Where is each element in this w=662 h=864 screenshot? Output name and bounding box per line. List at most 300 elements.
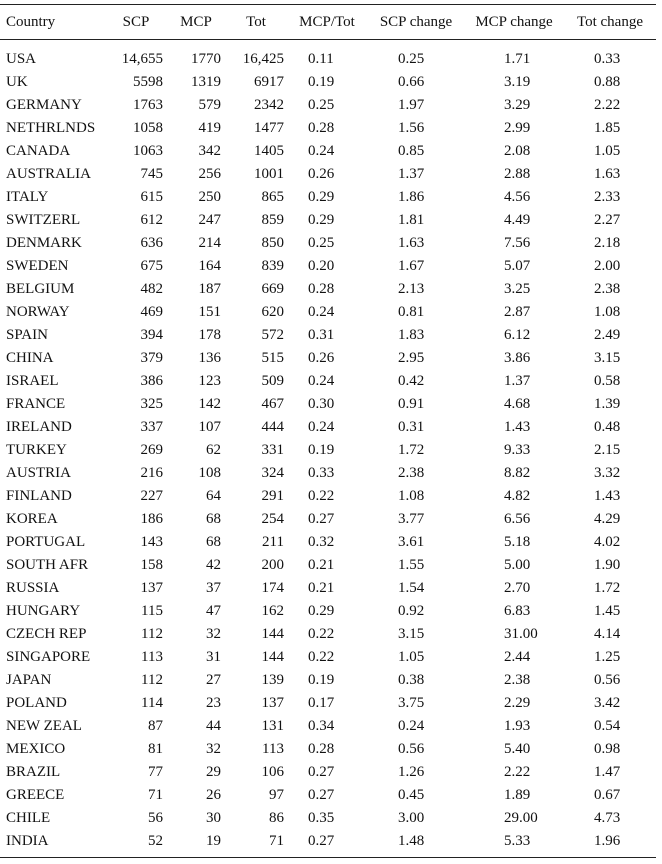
cell-mcp-tot: 0.26 (308, 166, 335, 182)
cell-tot: 137 (261, 695, 284, 711)
table-row (0, 669, 656, 692)
cell-scp: 269 (140, 442, 163, 458)
cell-country: PORTUGAL (6, 534, 86, 550)
cell-tot-change: 2.22 (594, 97, 621, 113)
cell-scp-change: 3.61 (398, 534, 425, 550)
cell-scp: 52 (106, 830, 166, 858)
cell-mcp-tot: 0.31 (308, 327, 335, 343)
cell-mcp-tot: 0.30 (308, 396, 335, 412)
cell-tot-change: 1.39 (594, 396, 621, 412)
table-row (0, 140, 656, 163)
cell-mcp-tot: 0.28 (308, 120, 335, 136)
cell-scp-change: 1.67 (398, 258, 425, 274)
cell-mcp: 44 (206, 718, 221, 734)
cell-scp-change: 0.25 (398, 51, 425, 67)
cell-tot-change: 2.18 (594, 235, 621, 251)
cell-tot-change: 1.05 (594, 143, 621, 159)
cell-scp-change: 1.26 (398, 764, 425, 780)
cell-scp: 112 (141, 672, 163, 688)
cell-mcp: 419 (198, 120, 221, 136)
cell-mcp: 32 (206, 741, 221, 757)
cell-mcp-change: 2.08 (504, 143, 531, 159)
cell-mcp-change: 4.56 (504, 189, 531, 205)
cell-mcp: 178 (198, 327, 221, 343)
table-row (0, 692, 656, 715)
header-mcp-change: MCP change (464, 5, 564, 40)
table-row (0, 554, 656, 577)
cell-mcp-change: 2.99 (504, 120, 531, 136)
cell-mcp-tot: 0.20 (308, 258, 335, 274)
table-row (0, 232, 656, 255)
cell-scp: 615 (140, 189, 163, 205)
cell-scp: 143 (140, 534, 163, 550)
cell-mcp-tot: 0.29 (308, 603, 335, 619)
cell-tot-change: 0.58 (594, 373, 621, 389)
cell-scp: 186 (140, 511, 163, 527)
cell-tot: 291 (261, 488, 284, 504)
cell-mcp-change: 2.70 (504, 580, 531, 596)
cell-mcp-change: 1.89 (504, 787, 531, 803)
cell-scp-change: 1.56 (398, 120, 425, 136)
cell-tot-change: 4.29 (594, 511, 621, 527)
cell-mcp-change: 3.25 (504, 281, 531, 297)
country-data-table (0, 4, 656, 858)
table-row (0, 439, 656, 462)
cell-mcp-change: 3.19 (504, 74, 531, 90)
cell-tot: 859 (261, 212, 284, 228)
cell-tot-change: 2.00 (594, 258, 621, 274)
table-row (0, 623, 656, 646)
cell-tot-change: 1.08 (594, 304, 621, 320)
table-row (0, 370, 656, 393)
cell-scp: 113 (141, 649, 163, 665)
cell-mcp: 32 (206, 626, 221, 642)
cell-country: CANADA (6, 143, 71, 159)
cell-mcp: 68 (206, 534, 221, 550)
cell-scp-change: 3.15 (398, 626, 425, 642)
cell-country: CHILE (6, 810, 51, 826)
cell-mcp: 30 (206, 810, 221, 826)
table-row (0, 40, 656, 72)
cell-mcp: 151 (198, 304, 221, 320)
cell-mcp-tot: 0.27 (308, 511, 335, 527)
cell-scp-change: 1.08 (398, 488, 425, 504)
cell-mcp: 187 (198, 281, 221, 297)
table-row (0, 416, 656, 439)
cell-mcp-change: 3.29 (504, 97, 531, 113)
cell-scp: 114 (141, 695, 163, 711)
cell-tot: 669 (261, 281, 284, 297)
cell-mcp-change: 3.86 (504, 350, 531, 366)
table-row (0, 600, 656, 623)
cell-scp: 482 (140, 281, 163, 297)
cell-mcp-change: 8.82 (504, 465, 531, 481)
cell-country: KOREA (6, 511, 58, 527)
cell-scp: 386 (140, 373, 163, 389)
cell-mcp: 256 (198, 166, 221, 182)
cell-mcp: 107 (198, 419, 221, 435)
cell-tot: 865 (261, 189, 284, 205)
cell-scp: 675 (140, 258, 163, 274)
table-row (0, 209, 656, 232)
header-row (0, 5, 656, 40)
cell-scp: 71 (148, 787, 163, 803)
cell-tot-change: 0.48 (594, 419, 621, 435)
cell-country: IRELAND (6, 419, 72, 435)
cell-tot: 2342 (254, 97, 284, 113)
cell-tot: 6917 (254, 74, 284, 90)
cell-scp: 216 (140, 465, 163, 481)
cell-tot-change: 1.45 (594, 603, 621, 619)
cell-mcp: 1770 (191, 51, 221, 67)
cell-mcp-tot: 0.21 (308, 580, 335, 596)
cell-scp: 158 (140, 557, 163, 573)
cell-tot: 97 (269, 787, 284, 803)
cell-mcp-tot: 0.11 (308, 51, 334, 67)
cell-country: NORWAY (6, 304, 70, 320)
cell-mcp-change: 5.00 (504, 557, 531, 573)
cell-scp-change: 2.38 (398, 465, 425, 481)
cell-scp: 77 (148, 764, 163, 780)
cell-mcp-change: 4.82 (504, 488, 531, 504)
cell-mcp-tot: 0.25 (308, 235, 335, 251)
cell-scp: 379 (140, 350, 163, 366)
cell-mcp-tot: 0.28 (308, 281, 335, 297)
cell-tot-change: 4.02 (594, 534, 621, 550)
cell-mcp-change: 1.37 (504, 373, 531, 389)
cell-mcp: 29 (206, 764, 221, 780)
cell-tot-change: 4.14 (594, 626, 621, 642)
cell-country: MEXICO (6, 741, 66, 757)
cell-mcp: 142 (198, 396, 221, 412)
table-row (0, 324, 656, 347)
cell-mcp: 19 (166, 830, 226, 858)
cell-scp: 56 (148, 810, 163, 826)
cell-mcp-change: 1.43 (504, 419, 531, 435)
cell-mcp: 27 (206, 672, 221, 688)
cell-country: ITALY (6, 189, 49, 205)
cell-scp: 612 (140, 212, 163, 228)
cell-country: SOUTH AFR (6, 557, 89, 573)
cell-tot-change: 0.54 (594, 718, 621, 734)
cell-mcp-change: 5.18 (504, 534, 531, 550)
cell-mcp-tot: 0.19 (308, 442, 335, 458)
cell-country: SPAIN (6, 327, 48, 343)
cell-scp-change: 1.72 (398, 442, 425, 458)
table-row (0, 163, 656, 186)
cell-tot-change: 1.85 (594, 120, 621, 136)
cell-scp: 1058 (133, 120, 163, 136)
cell-mcp: 26 (206, 787, 221, 803)
cell-tot: 144 (261, 649, 284, 665)
cell-tot: 1405 (254, 143, 284, 159)
cell-scp: 87 (148, 718, 163, 734)
cell-mcp-change: 5.33 (464, 830, 564, 858)
cell-mcp-change: 2.38 (504, 672, 531, 688)
table-row (0, 255, 656, 278)
cell-country: GERMANY (6, 97, 82, 113)
cell-mcp-change: 6.83 (504, 603, 531, 619)
cell-tot: 162 (261, 603, 284, 619)
cell-mcp: 23 (206, 695, 221, 711)
cell-scp-change: 0.42 (398, 373, 425, 389)
cell-mcp-tot: 0.17 (308, 695, 335, 711)
cell-tot-change: 2.38 (594, 281, 621, 297)
cell-scp-change: 3.77 (398, 511, 425, 527)
cell-scp-change: 0.91 (398, 396, 425, 412)
cell-mcp: 214 (198, 235, 221, 251)
cell-tot: 144 (261, 626, 284, 642)
cell-mcp-change: 2.22 (504, 764, 531, 780)
cell-mcp: 164 (198, 258, 221, 274)
cell-tot: 174 (261, 580, 284, 596)
cell-tot: 211 (262, 534, 284, 550)
cell-scp-change: 1.54 (398, 580, 425, 596)
cell-mcp-tot: 0.24 (308, 304, 335, 320)
cell-mcp: 47 (206, 603, 221, 619)
header-mcp: MCP (166, 5, 226, 40)
cell-tot-change: 0.33 (594, 51, 621, 67)
cell-tot-change: 1.96 (564, 830, 656, 858)
cell-country: TURKEY (6, 442, 67, 458)
cell-mcp-change: 2.29 (504, 695, 531, 711)
cell-mcp-tot: 0.27 (308, 787, 335, 803)
header-tot-change: Tot change (564, 5, 656, 40)
cell-country: SWITZERL (6, 212, 81, 228)
cell-tot-change: 0.98 (594, 741, 621, 757)
cell-mcp-tot: 0.19 (308, 74, 335, 90)
cell-country: UK (6, 74, 28, 90)
cell-country: JAPAN (6, 672, 52, 688)
cell-mcp: 250 (198, 189, 221, 205)
cell-tot-change: 1.63 (594, 166, 621, 182)
cell-mcp-change: 5.40 (504, 741, 531, 757)
cell-scp-change: 1.05 (398, 649, 425, 665)
cell-mcp: 136 (198, 350, 221, 366)
cell-tot: 131 (261, 718, 284, 734)
table-row (0, 807, 656, 830)
cell-mcp: 64 (206, 488, 221, 504)
cell-mcp: 62 (206, 442, 221, 458)
cell-mcp-tot: 0.32 (308, 534, 335, 550)
cell-scp-change: 0.85 (398, 143, 425, 159)
cell-mcp-change: 1.71 (504, 51, 531, 67)
cell-mcp-change: 29.00 (504, 810, 538, 826)
cell-country: BELGIUM (6, 281, 75, 297)
cell-tot-change: 0.88 (594, 74, 621, 90)
cell-tot: 324 (261, 465, 284, 481)
cell-tot-change: 1.90 (594, 557, 621, 573)
cell-mcp-tot: 0.21 (308, 557, 335, 573)
cell-tot: 467 (261, 396, 284, 412)
header-country: Country (0, 5, 106, 40)
cell-mcp-change: 5.07 (504, 258, 531, 274)
cell-country: AUSTRIA (6, 465, 72, 481)
table-row (0, 462, 656, 485)
table-row (0, 738, 656, 761)
cell-mcp-tot: 0.34 (308, 718, 335, 734)
table-row (0, 830, 656, 858)
table-row (0, 508, 656, 531)
cell-country: HUNGARY (6, 603, 81, 619)
cell-scp-change: 0.81 (398, 304, 425, 320)
cell-scp: 1763 (133, 97, 163, 113)
cell-scp-change: 1.86 (398, 189, 425, 205)
cell-mcp-tot: 0.24 (308, 373, 335, 389)
table-row (0, 301, 656, 324)
cell-mcp-tot: 0.28 (308, 741, 335, 757)
cell-scp-change: 1.37 (398, 166, 425, 182)
cell-tot: 254 (261, 511, 284, 527)
cell-tot: 850 (261, 235, 284, 251)
table-row (0, 186, 656, 209)
table-row (0, 94, 656, 117)
cell-scp-change: 1.55 (398, 557, 425, 573)
cell-scp: 636 (140, 235, 163, 251)
cell-mcp-change: 9.33 (504, 442, 531, 458)
cell-mcp-tot: 0.22 (308, 488, 335, 504)
cell-scp-change: 1.97 (398, 97, 425, 113)
cell-tot: 839 (261, 258, 284, 274)
table-row (0, 761, 656, 784)
table-row (0, 646, 656, 669)
cell-country: NEW ZEAL (6, 718, 82, 734)
cell-scp: 745 (140, 166, 163, 182)
cell-mcp-tot: 0.22 (308, 626, 335, 642)
cell-mcp: 108 (198, 465, 221, 481)
cell-mcp-change: 7.56 (504, 235, 531, 251)
cell-country: SWEDEN (6, 258, 69, 274)
header-scp-change: SCP change (368, 5, 464, 40)
cell-tot-change: 2.27 (594, 212, 621, 228)
cell-mcp-tot: 0.29 (308, 189, 335, 205)
table-row (0, 485, 656, 508)
cell-scp-change: 0.92 (398, 603, 425, 619)
cell-mcp: 31 (206, 649, 221, 665)
cell-country: POLAND (6, 695, 67, 711)
cell-tot-change: 0.67 (594, 787, 621, 803)
cell-mcp-tot: 0.27 (308, 764, 335, 780)
cell-mcp-tot: 0.27 (286, 830, 368, 858)
cell-mcp: 123 (198, 373, 221, 389)
cell-tot-change: 2.15 (594, 442, 621, 458)
cell-tot: 139 (261, 672, 284, 688)
cell-scp-change: 3.75 (398, 695, 425, 711)
cell-mcp-change: 2.44 (504, 649, 531, 665)
cell-country: NETHRLNDS (6, 120, 96, 136)
cell-scp-change: 2.13 (398, 281, 425, 297)
cell-scp: 115 (141, 603, 163, 619)
header-tot: Tot (226, 5, 286, 40)
cell-mcp: 1319 (191, 74, 221, 90)
cell-scp: 227 (140, 488, 163, 504)
cell-tot: 1477 (254, 120, 284, 136)
cell-mcp: 579 (198, 97, 221, 113)
table-row (0, 117, 656, 140)
cell-scp: 469 (140, 304, 163, 320)
cell-mcp-tot: 0.24 (308, 419, 335, 435)
cell-country: BRAZIL (6, 764, 61, 780)
cell-mcp-change: 1.93 (504, 718, 531, 734)
cell-tot: 331 (261, 442, 284, 458)
cell-scp: 325 (140, 396, 163, 412)
table-row (0, 577, 656, 600)
header-scp: SCP (106, 5, 166, 40)
cell-tot: 620 (261, 304, 284, 320)
cell-tot: 106 (261, 764, 284, 780)
cell-country: AUSTRALIA (6, 166, 91, 182)
cell-scp: 137 (140, 580, 163, 596)
table-row (0, 715, 656, 738)
cell-country: FRANCE (6, 396, 66, 412)
cell-tot: 444 (261, 419, 284, 435)
cell-mcp: 68 (206, 511, 221, 527)
cell-tot: 515 (261, 350, 284, 366)
cell-scp: 14,655 (121, 51, 163, 67)
cell-country: RUSSIA (6, 580, 60, 596)
cell-tot-change: 1.25 (594, 649, 621, 665)
cell-mcp-tot: 0.19 (308, 672, 335, 688)
cell-scp-change: 3.00 (398, 810, 425, 826)
cell-mcp-change: 6.56 (504, 511, 531, 527)
cell-scp: 112 (141, 626, 163, 642)
cell-scp-change: 0.66 (398, 74, 425, 90)
cell-tot-change: 1.72 (594, 580, 621, 596)
cell-scp-change: 1.63 (398, 235, 425, 251)
cell-country: SINGAPORE (6, 649, 91, 665)
cell-mcp-tot: 0.29 (308, 212, 335, 228)
table-row (0, 347, 656, 370)
cell-mcp-tot: 0.26 (308, 350, 335, 366)
cell-tot-change: 3.32 (594, 465, 621, 481)
table-body (0, 40, 656, 858)
cell-country: FINLAND (6, 488, 72, 504)
cell-tot: 16,425 (242, 51, 284, 67)
cell-mcp-change: 2.88 (504, 166, 531, 182)
cell-mcp: 342 (198, 143, 221, 159)
cell-scp: 394 (140, 327, 163, 343)
cell-scp-change: 0.56 (398, 741, 425, 757)
cell-tot: 509 (261, 373, 284, 389)
cell-tot-change: 0.56 (594, 672, 621, 688)
cell-country: DENMARK (6, 235, 82, 251)
cell-scp-change: 1.81 (398, 212, 425, 228)
table-row (0, 393, 656, 416)
cell-scp-change: 0.31 (398, 419, 425, 435)
table-row (0, 278, 656, 301)
cell-scp: 81 (148, 741, 163, 757)
cell-mcp-tot: 0.25 (308, 97, 335, 113)
cell-mcp-change: 2.87 (504, 304, 531, 320)
cell-scp-change: 0.38 (398, 672, 425, 688)
cell-tot-change: 1.47 (594, 764, 621, 780)
cell-mcp: 37 (206, 580, 221, 596)
cell-scp-change: 0.24 (398, 718, 425, 734)
table-row (0, 71, 656, 94)
cell-country: INDIA (0, 830, 106, 858)
cell-mcp-tot: 0.35 (308, 810, 335, 826)
cell-scp: 5598 (133, 74, 163, 90)
cell-scp-change: 2.95 (398, 350, 425, 366)
cell-scp: 337 (140, 419, 163, 435)
cell-country: ISRAEL (6, 373, 59, 389)
cell-mcp-tot: 0.24 (308, 143, 335, 159)
cell-mcp-change: 6.12 (504, 327, 531, 343)
cell-tot-change: 3.15 (594, 350, 621, 366)
cell-scp-change: 1.48 (368, 830, 464, 858)
cell-tot: 113 (262, 741, 284, 757)
cell-tot-change: 4.73 (594, 810, 621, 826)
